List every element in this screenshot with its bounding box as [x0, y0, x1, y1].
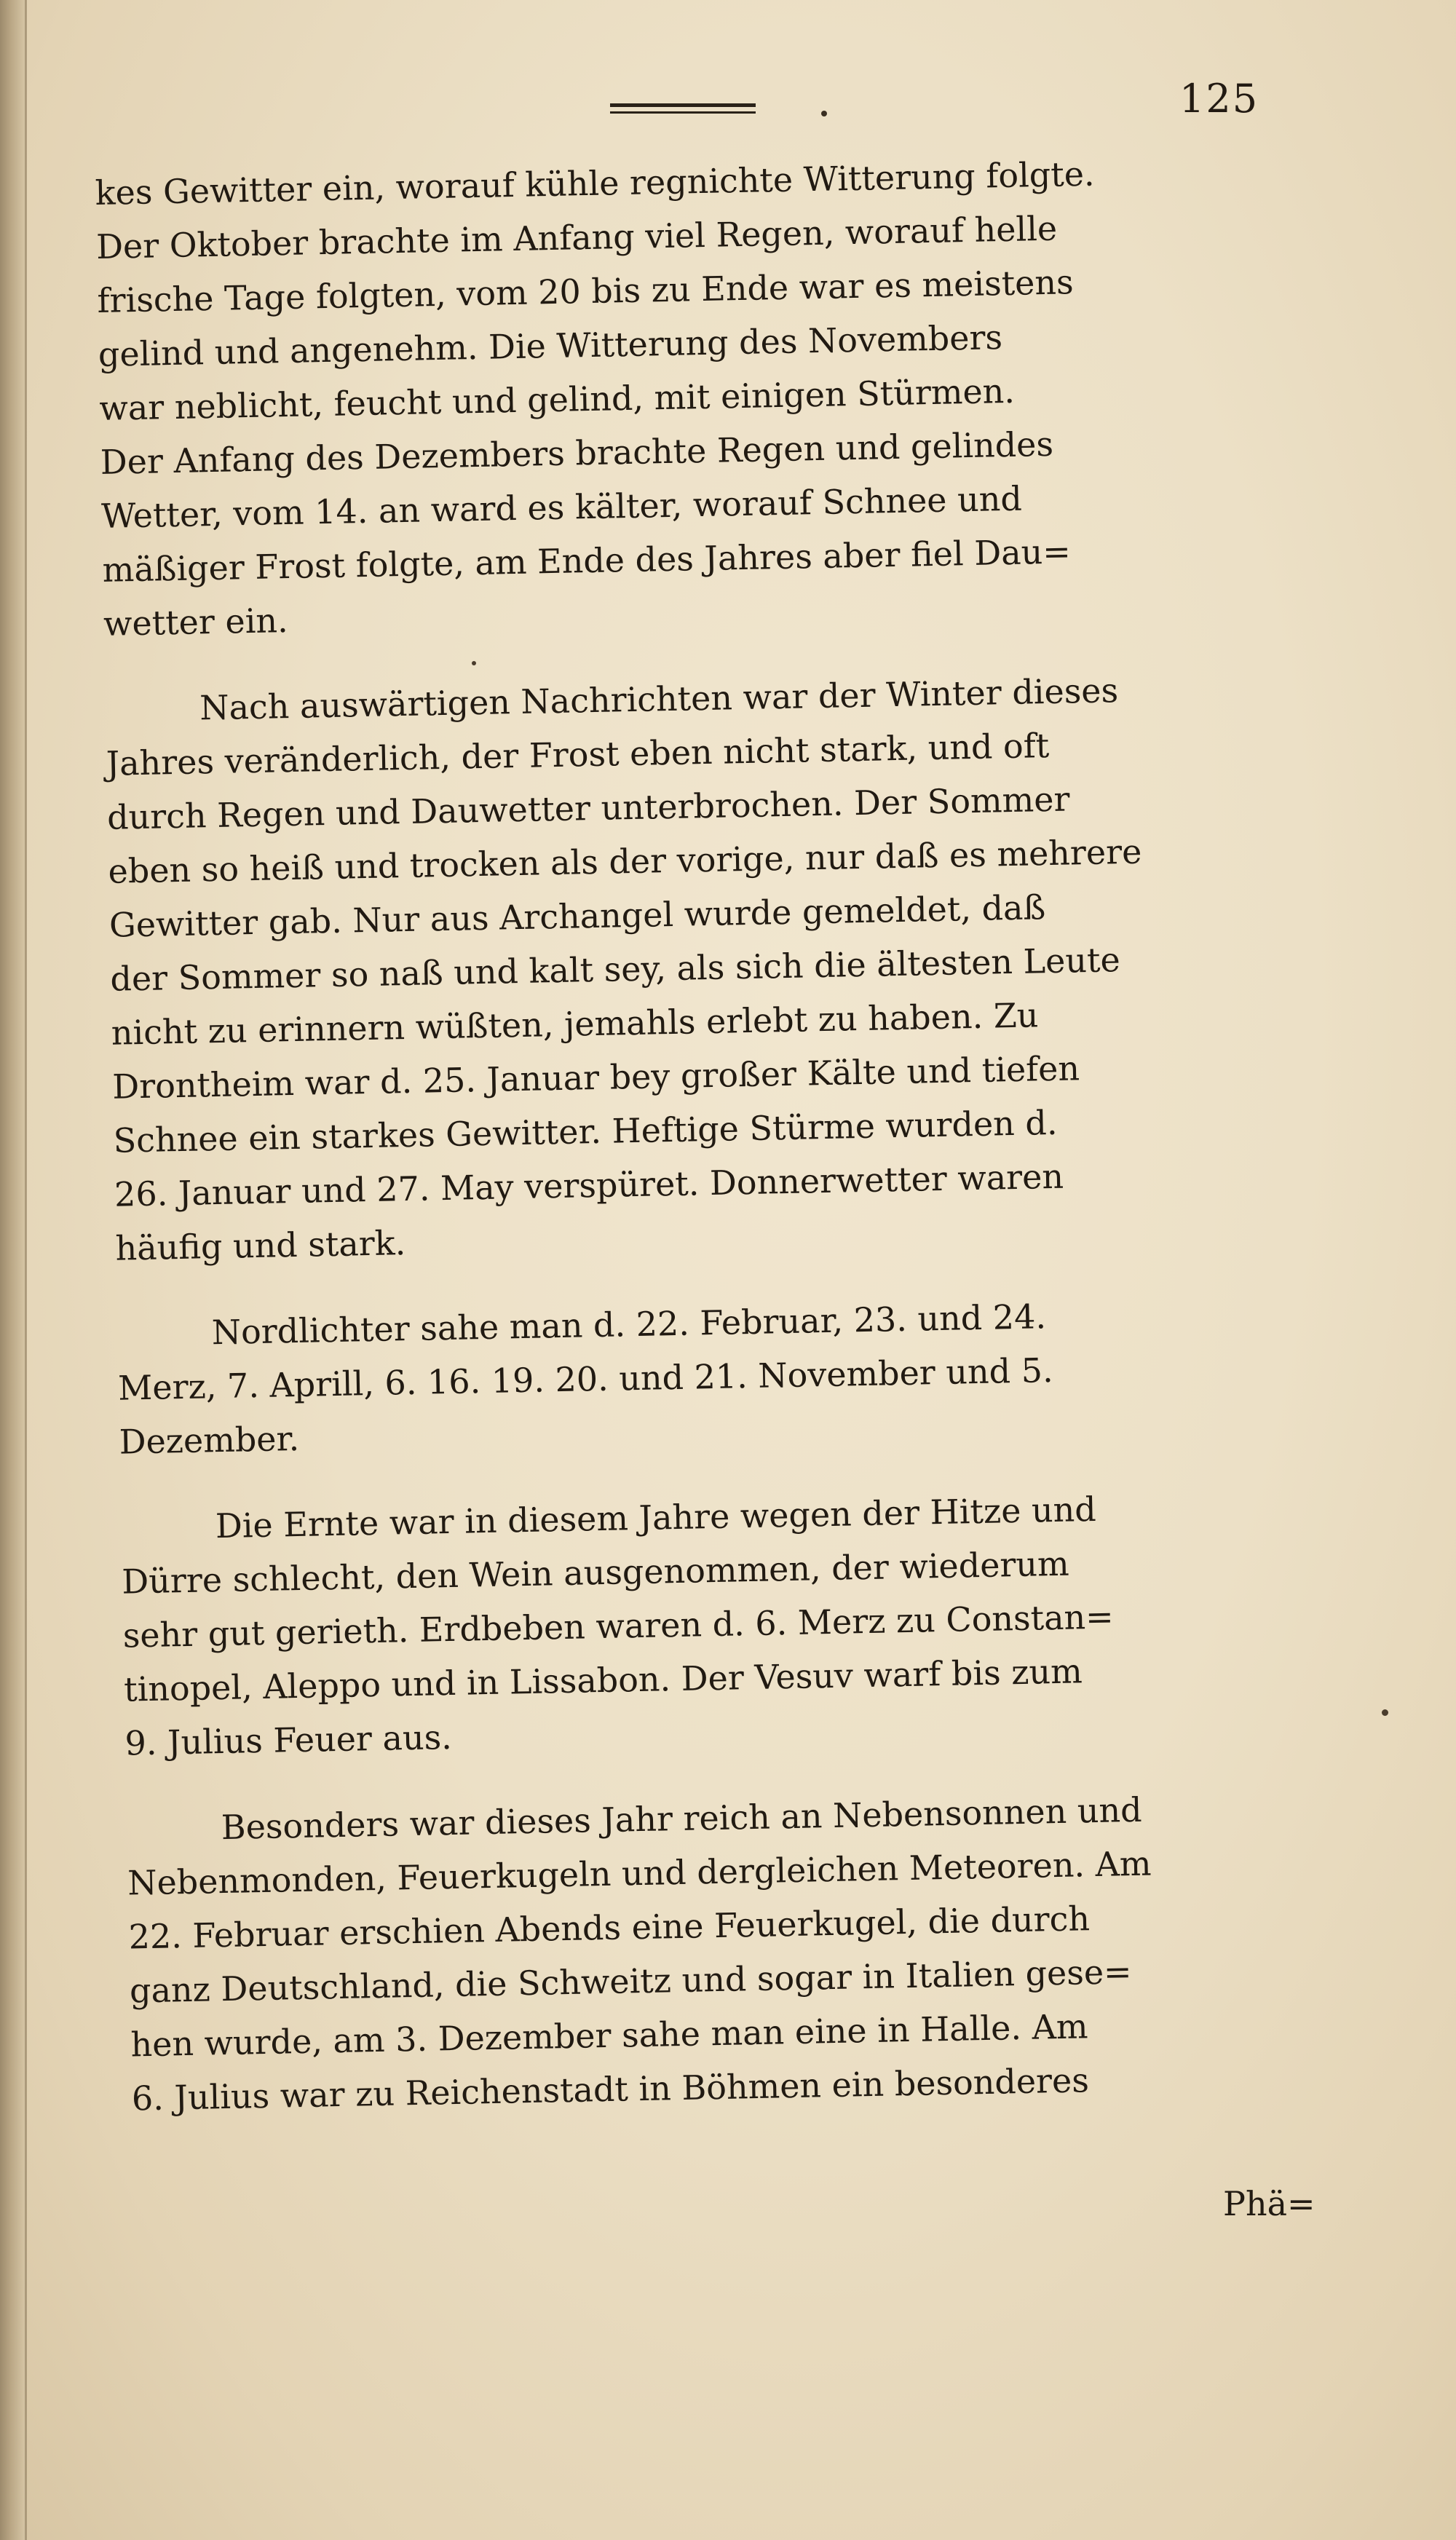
- text-line: durch Regen und Dauwetter unterbrochen. Der Sommer: [106, 779, 1070, 837]
- text-line: Nordlichter sahe man d. 22. Februar, 23. und 24.: [211, 1297, 1047, 1353]
- text-line: Der Anfang des Dezembers brachte Regen und gelindes: [100, 424, 1054, 482]
- paragraph: [95, 142, 1341, 651]
- header-ornament-rule: [610, 103, 756, 114]
- text-line: sehr gut gerieth. Erdbeben waren d. 6. Merz zu Constan=: [122, 1597, 1115, 1655]
- text-line: häufig und stark.: [115, 1223, 406, 1268]
- text-line: hen wurde, am 3. Dezember sahe man eine in Halle. Am: [130, 2006, 1088, 2065]
- text-line: Schnee ein starkes Gewitter. Heftige Stürme wurden d.: [113, 1102, 1058, 1160]
- text-line: 22. Februar erschien Abends eine Feuerkugel, die durch: [128, 1899, 1091, 1957]
- text-line: Gewitter gab. Nur aus Archangel wurde gemeldet, daß: [108, 887, 1046, 945]
- text-line: frische Tage folgten, vom 20 bis zu Ende war es meistens: [97, 262, 1075, 320]
- paper-fleck: [1382, 1709, 1388, 1716]
- body-text: [95, 142, 1369, 2125]
- paragraph: [120, 1477, 1363, 1771]
- text-line: der Sommer so naß und kalt sey, als sich die ältesten Leute: [109, 940, 1121, 999]
- text-line: Wetter, vom 14. an ward es kälter, worauf Schnee und: [100, 478, 1023, 536]
- page-number: 125: [1179, 76, 1259, 122]
- text-line: gelind und angenehm. Die Witterung des Novembers: [98, 317, 1003, 374]
- text-line: kes Gewitter ein, worauf kühle regnichte Witterung folgte.: [95, 154, 1096, 213]
- paragraph: [116, 1283, 1357, 1469]
- text-line: Merz, 7. Aprill, 6. 16. 19. 20. und 21. November und 5.: [117, 1350, 1054, 1408]
- paragraph: [126, 1779, 1369, 2126]
- paragraph: [105, 659, 1353, 1275]
- text-line: 6. Julius war zu Reichenstadt in Böhmen ein besonderes: [131, 2060, 1090, 2118]
- text-line: tinopel, Aleppo und in Lissabon. Der Vesuv warf bis zum: [123, 1651, 1083, 1709]
- text-line: Der Oktober brachte im Anfang viel Regen, worauf helle: [95, 208, 1058, 266]
- catchword: Phä=: [1223, 2184, 1315, 2223]
- header-ornament-dot: [821, 111, 827, 116]
- text-line: nicht zu erinnern wüßten, jemahls erlebt zu haben. Zu: [111, 995, 1039, 1053]
- text-line: mäßiger Frost folgte, am Ende des Jahres aber fiel Dau=: [102, 531, 1072, 590]
- text-line: Nebenmonden, Feuerkugeln und dergleichen Meteoren. Am: [127, 1843, 1152, 1903]
- text-line: Besonders war dieses Jahr reich an Nebensonnen und: [221, 1789, 1143, 1848]
- text-line: wetter ein.: [103, 601, 289, 644]
- page-binding-edge: [0, 0, 26, 2540]
- text-line: Die Ernte war in diesem Jahre wegen der Hitze und: [215, 1489, 1097, 1546]
- text-line: 9. Julius Feuer aus.: [124, 1717, 453, 1763]
- text-line: 26. Januar und 27. May verspüret. Donnerwetter waren: [114, 1156, 1064, 1214]
- text-line: Nach auswärtigen Nachrichten war der Winter dieses: [199, 670, 1119, 728]
- text-line: Drontheim war d. 25. Januar bey großer Kälte und tiefen: [111, 1048, 1080, 1107]
- text-line: ganz Deutschland, die Schweitz und sogar in Italien gese=: [129, 1952, 1133, 2011]
- text-line: Dürre schlecht, den Wein ausgenommen, der wiederum: [121, 1543, 1070, 1602]
- text-line: eben so heiß und trocken als der vorige, nur daß es mehrere: [108, 831, 1142, 891]
- text-line: Jahres veränderlich, der Frost eben nicht stark, und oft: [106, 725, 1050, 783]
- page-gutter-line: [25, 0, 27, 2540]
- text-line: Dezember.: [119, 1418, 300, 1462]
- text-line: war neblicht, feucht und gelind, mit einigen Stürmen.: [98, 371, 1016, 428]
- paper-fleck: [472, 661, 476, 665]
